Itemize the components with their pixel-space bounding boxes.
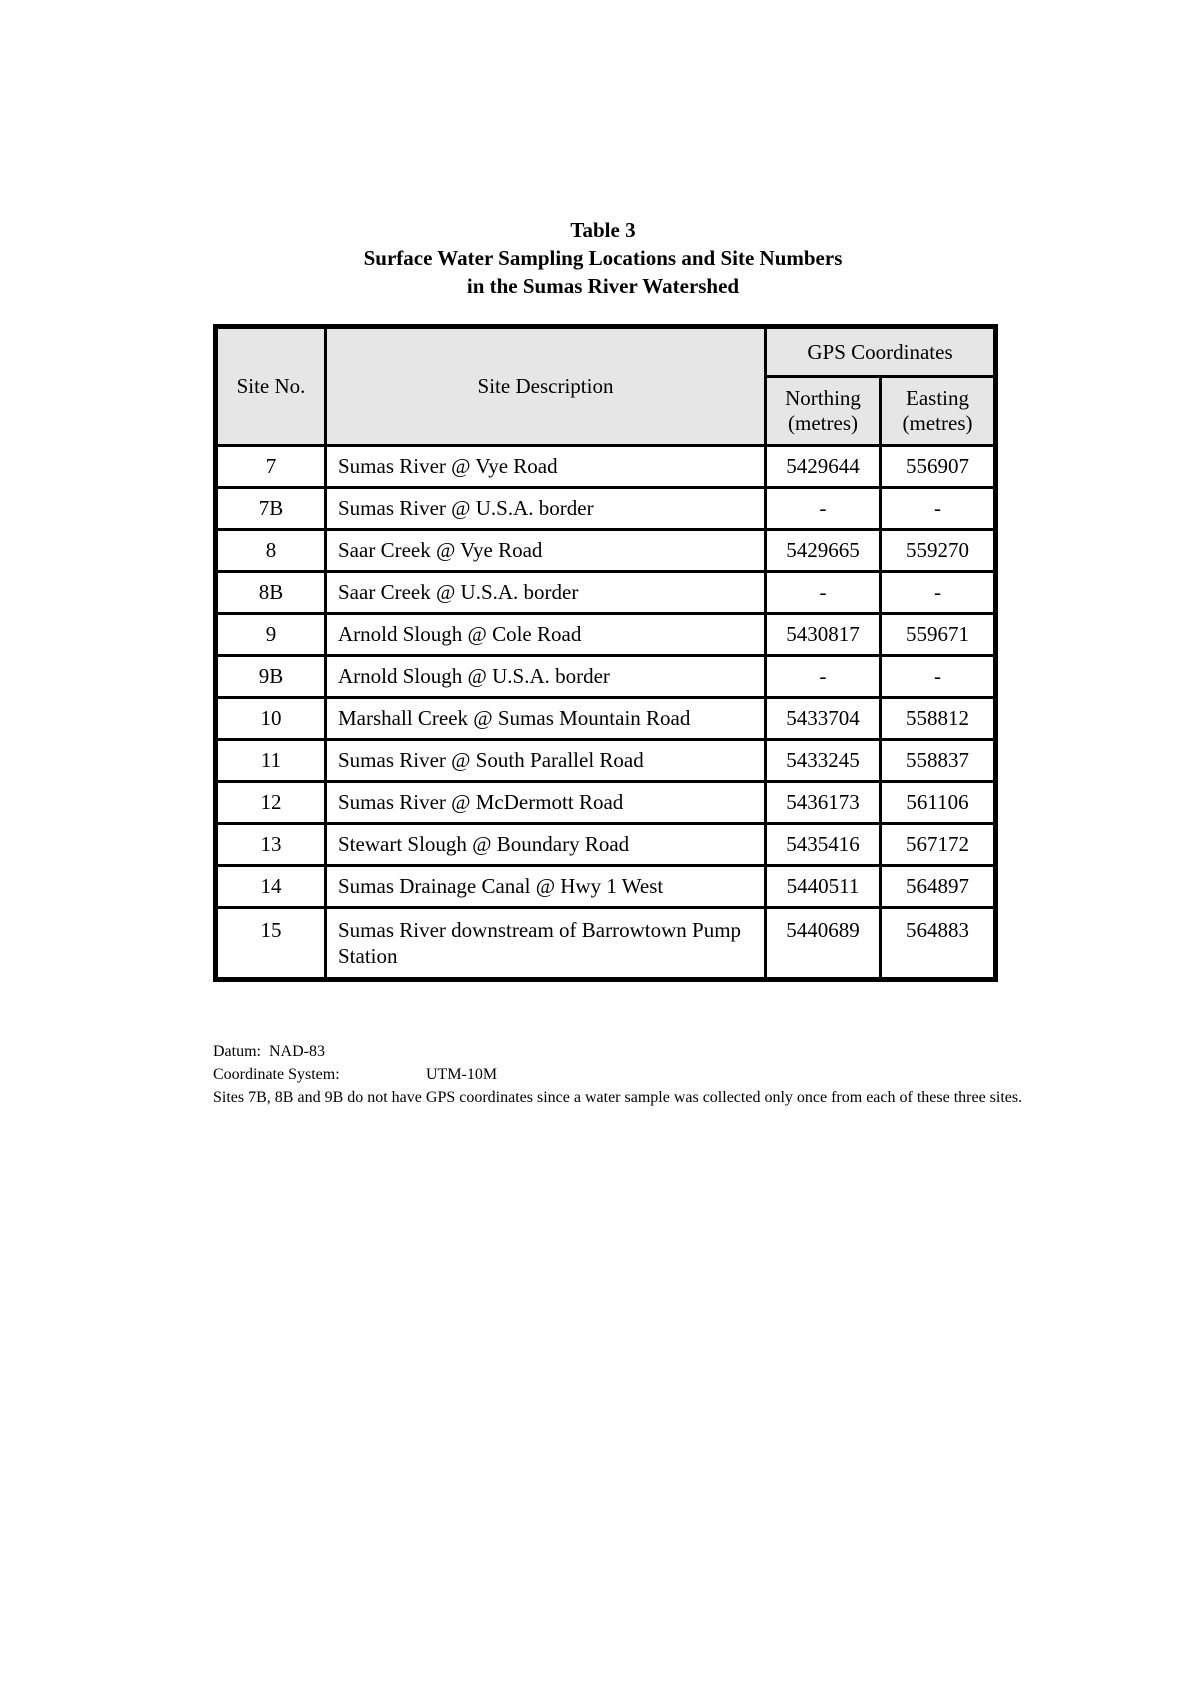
caption-table-number: Table 3 bbox=[570, 218, 636, 242]
cell-site-description: Sumas River @ South Parallel Road bbox=[326, 740, 766, 782]
header-northing-label: Northing bbox=[785, 386, 861, 410]
cell-site-no: 7 bbox=[216, 446, 326, 488]
cell-site-description: Arnold Slough @ U.S.A. border bbox=[326, 656, 766, 698]
cell-site-no: 9B bbox=[216, 656, 326, 698]
cell-easting: 561106 bbox=[881, 782, 996, 824]
cell-easting: 558812 bbox=[881, 698, 996, 740]
cell-site-no: 15 bbox=[216, 908, 326, 980]
cell-site-no: 8B bbox=[216, 572, 326, 614]
table-row bbox=[216, 824, 996, 866]
cell-northing: 5440511 bbox=[766, 866, 881, 908]
sampling-locations-table bbox=[213, 324, 998, 982]
datum-note bbox=[213, 1040, 1073, 1063]
cell-site-description: Marshall Creek @ Sumas Mountain Road bbox=[326, 698, 766, 740]
table-row bbox=[216, 572, 996, 614]
cell-site-no: 11 bbox=[216, 740, 326, 782]
table-row bbox=[216, 530, 996, 572]
header-site-description: Site Description bbox=[326, 327, 766, 446]
table-row bbox=[216, 614, 996, 656]
coordinate-system-label: Coordinate System: bbox=[213, 1066, 340, 1083]
cell-northing: 5436173 bbox=[766, 782, 881, 824]
table-row bbox=[216, 908, 996, 980]
cell-site-no: 13 bbox=[216, 824, 326, 866]
cell-easting: 558837 bbox=[881, 740, 996, 782]
cell-northing: 5429644 bbox=[766, 446, 881, 488]
header-gps-coordinates: GPS Coordinates bbox=[766, 327, 996, 377]
table-row bbox=[216, 782, 996, 824]
cell-site-description: Saar Creek @ Vye Road bbox=[326, 530, 766, 572]
cell-site-description: Sumas River @ Vye Road bbox=[326, 446, 766, 488]
cell-easting: 559671 bbox=[881, 614, 996, 656]
table-caption bbox=[213, 216, 993, 300]
cell-northing: 5429665 bbox=[766, 530, 881, 572]
cell-site-no: 7B bbox=[216, 488, 326, 530]
cell-site-description: Saar Creek @ U.S.A. border bbox=[326, 572, 766, 614]
gps-remark: Sites 7B, 8B and 9B do not have GPS coordinates since a water sample was collected only once from each of these three sites. bbox=[213, 1089, 1023, 1106]
cell-northing: - bbox=[766, 656, 881, 698]
coordinate-system-note bbox=[213, 1063, 1073, 1086]
cell-easting: 564897 bbox=[881, 866, 996, 908]
caption-title: Surface Water Sampling Locations and Site Numbers bbox=[363, 246, 843, 270]
cell-easting: 564883 bbox=[881, 908, 996, 980]
cell-site-description: Stewart Slough @ Boundary Road bbox=[326, 824, 766, 866]
cell-northing: 5433245 bbox=[766, 740, 881, 782]
table-row bbox=[216, 740, 996, 782]
cell-easting: - bbox=[881, 488, 996, 530]
cell-site-description: Sumas Drainage Canal @ Hwy 1 West bbox=[326, 866, 766, 908]
cell-northing: - bbox=[766, 572, 881, 614]
cell-site-description: Sumas River @ McDermott Road bbox=[326, 782, 766, 824]
cell-easting: - bbox=[881, 656, 996, 698]
cell-site-description: Arnold Slough @ Cole Road bbox=[326, 614, 766, 656]
caption-subtitle: in the Sumas River Watershed bbox=[466, 274, 740, 298]
datum-label: Datum: bbox=[213, 1043, 261, 1060]
datum-value: NAD-83 bbox=[269, 1043, 325, 1060]
cell-northing: 5430817 bbox=[766, 614, 881, 656]
table-row bbox=[216, 446, 996, 488]
header-easting-label: Easting bbox=[906, 386, 969, 410]
table-row bbox=[216, 488, 996, 530]
table-row bbox=[216, 866, 996, 908]
cell-easting: 559270 bbox=[881, 530, 996, 572]
header-site-no: Site No. bbox=[216, 327, 326, 446]
table-row bbox=[216, 698, 996, 740]
coordinate-system-value: UTM-10M bbox=[426, 1066, 498, 1083]
header-northing bbox=[766, 377, 881, 446]
cell-easting: 567172 bbox=[881, 824, 996, 866]
cell-northing: 5433704 bbox=[766, 698, 881, 740]
table-notes bbox=[213, 1040, 1073, 1109]
cell-northing: 5435416 bbox=[766, 824, 881, 866]
cell-northing: - bbox=[766, 488, 881, 530]
header-easting bbox=[881, 377, 996, 446]
table-row bbox=[216, 656, 996, 698]
cell-northing: 5440689 bbox=[766, 908, 881, 980]
table-header-row bbox=[216, 327, 996, 377]
header-easting-unit: (metres) bbox=[902, 411, 973, 435]
cell-site-description: Sumas River downstream of Barrowtown Pump Station bbox=[326, 908, 766, 980]
cell-site-no: 12 bbox=[216, 782, 326, 824]
cell-site-no: 8 bbox=[216, 530, 326, 572]
cell-site-no: 10 bbox=[216, 698, 326, 740]
cell-site-no: 14 bbox=[216, 866, 326, 908]
cell-site-no: 9 bbox=[216, 614, 326, 656]
cell-easting: 556907 bbox=[881, 446, 996, 488]
cell-easting: - bbox=[881, 572, 996, 614]
header-northing-unit: (metres) bbox=[788, 411, 858, 435]
cell-site-description: Sumas River @ U.S.A. border bbox=[326, 488, 766, 530]
